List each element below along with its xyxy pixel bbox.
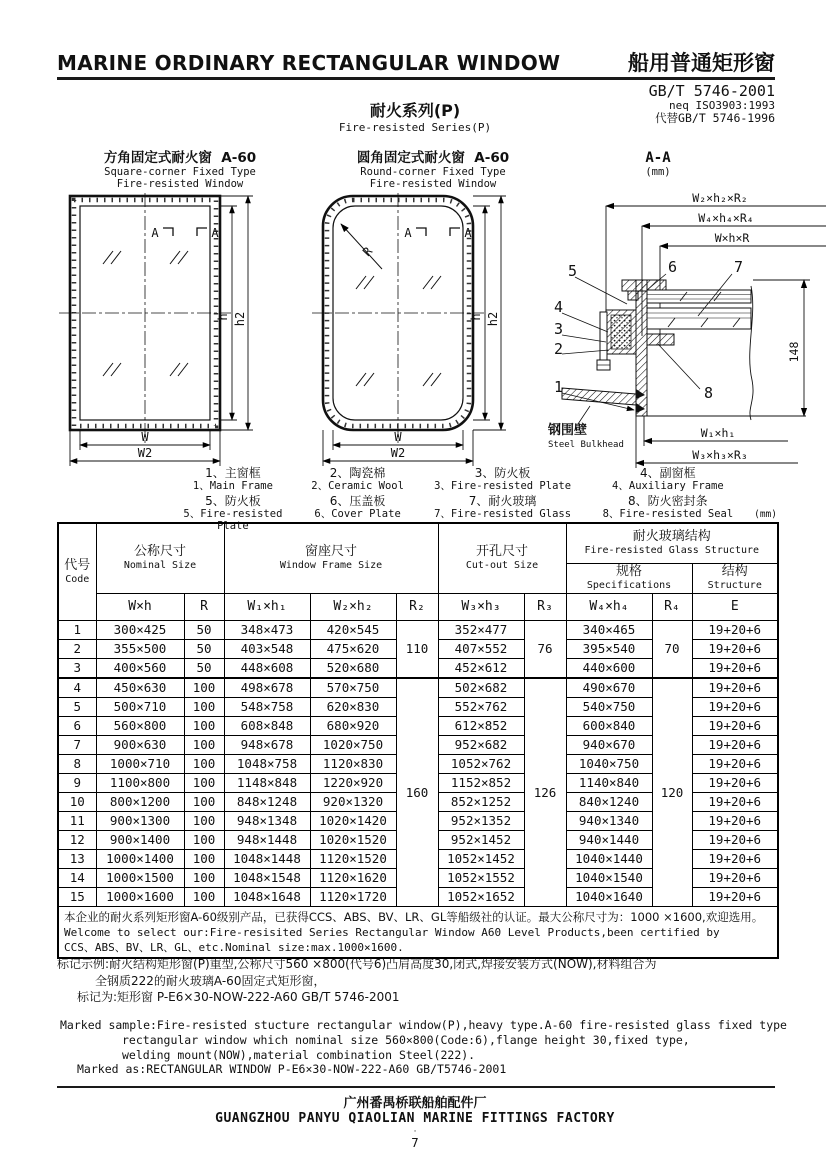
th-w3h3: W₃×h₃ bbox=[438, 593, 524, 620]
cell: 940×1340 bbox=[566, 811, 652, 830]
cell: 448×608 bbox=[224, 658, 310, 678]
cell: 9 bbox=[58, 773, 96, 792]
cell: 19+20+6 bbox=[692, 811, 778, 830]
cell: 19+20+6 bbox=[692, 887, 778, 906]
cell: 1040×1640 bbox=[566, 887, 652, 906]
cell: 120 bbox=[652, 678, 692, 907]
cell: 160 bbox=[396, 678, 438, 907]
cell: 19+20+6 bbox=[692, 773, 778, 792]
callout-5: 5 bbox=[568, 262, 578, 280]
spec-table-body bbox=[58, 620, 778, 958]
cell: 1048×1548 bbox=[224, 868, 310, 887]
cell: 900×630 bbox=[96, 735, 184, 754]
steel-bulkhead-part bbox=[562, 388, 636, 405]
ceramic-wool-part bbox=[611, 315, 631, 349]
cell: 1020×1420 bbox=[310, 811, 396, 830]
th-nominal: 公称尺寸 Nominal Size bbox=[96, 523, 224, 593]
dim-w-label: W bbox=[394, 430, 402, 444]
round-window-diagram bbox=[308, 146, 558, 471]
dim-w-label: W bbox=[141, 430, 149, 444]
dim-h2-label: h2 bbox=[233, 311, 247, 327]
cell: 452×612 bbox=[438, 658, 524, 678]
company-name-en: GUANGZHOU PANYU QIAOLIAN MARINE FITTINGS FACTORY bbox=[215, 1111, 615, 1126]
cell: 19+20+6 bbox=[692, 868, 778, 887]
cell: 1040×750 bbox=[566, 754, 652, 773]
cell: 560×800 bbox=[96, 716, 184, 735]
th-w4h4: W₄×h₄ bbox=[566, 593, 652, 620]
cell: 14 bbox=[58, 868, 96, 887]
cell: 1052×762 bbox=[438, 754, 524, 773]
cell: 612×852 bbox=[438, 716, 524, 735]
cell: 620×830 bbox=[310, 697, 396, 716]
page-header bbox=[57, 47, 775, 77]
legend-item-7: 7、耐火玻璃 7、Fire-resisted Glass bbox=[434, 494, 572, 520]
round-window-drawing bbox=[308, 193, 558, 471]
cell: 1048×758 bbox=[224, 754, 310, 773]
cell: 6 bbox=[58, 716, 96, 735]
glass-mark-icon bbox=[356, 276, 441, 386]
callout-6: 6 bbox=[668, 258, 678, 276]
cell: 100 bbox=[184, 697, 224, 716]
table-unit: (mm) bbox=[754, 509, 777, 520]
cell: 352×477 bbox=[438, 620, 524, 639]
cell: 19+20+6 bbox=[692, 639, 778, 658]
cell: 900×1300 bbox=[96, 811, 184, 830]
cell: 10 bbox=[58, 792, 96, 811]
th-structure: 结构 Structure bbox=[692, 563, 778, 593]
cell: 952×682 bbox=[438, 735, 524, 754]
legend-item-8: 8、防火密封条 8、Fire-resisted Seal bbox=[602, 494, 734, 520]
radius-label: R bbox=[359, 244, 376, 260]
square-window-title-en2: Fire-resisted Window bbox=[116, 178, 244, 190]
dim-w1h1-label: W₁×h₁ bbox=[700, 426, 736, 440]
cell: 1148×848 bbox=[224, 773, 310, 792]
marked-en-line2: rectangular window which nominal size 560×800(Code:6),flange height 30,fixed type, bbox=[122, 1032, 690, 1047]
th-code: 代号 Code bbox=[58, 523, 96, 620]
section-drawing bbox=[548, 184, 830, 474]
cell: 110 bbox=[396, 620, 438, 678]
square-window-drawing bbox=[55, 193, 305, 471]
legend-item-5: 5、防火板 5、Fire-resisted Plate bbox=[183, 494, 283, 532]
cell: 952×1352 bbox=[438, 811, 524, 830]
cell: 19+20+6 bbox=[692, 754, 778, 773]
cell: 450×630 bbox=[96, 678, 184, 698]
standard-number: GB/T 5746-2001 bbox=[648, 82, 775, 100]
cell: 840×1240 bbox=[566, 792, 652, 811]
cell: 800×1200 bbox=[96, 792, 184, 811]
table-note-row bbox=[58, 906, 778, 958]
th-glass: 耐火玻璃结构 Fire-resisted Glass Structure bbox=[566, 523, 778, 563]
cell: 1040×1540 bbox=[566, 868, 652, 887]
cell: 100 bbox=[184, 716, 224, 735]
cell: 76 bbox=[524, 620, 566, 678]
cell: 500×710 bbox=[96, 697, 184, 716]
cell: 1120×1520 bbox=[310, 849, 396, 868]
page-title-en: MARINE ORDINARY RECTANGULAR WINDOW bbox=[57, 51, 561, 75]
cell: 407×552 bbox=[438, 639, 524, 658]
cell: 100 bbox=[184, 849, 224, 868]
cell: 1000×710 bbox=[96, 754, 184, 773]
cell: 19+20+6 bbox=[692, 735, 778, 754]
glass-part bbox=[647, 290, 751, 329]
cell: 1020×1520 bbox=[310, 830, 396, 849]
section-cut-label-a-left: A bbox=[151, 226, 159, 240]
th-r4: R₄ bbox=[652, 593, 692, 620]
legend-item-6: 6、压盖板 6、Cover Plate bbox=[314, 494, 401, 520]
cell: 15 bbox=[58, 887, 96, 906]
section-cut-label-a-left: A bbox=[404, 226, 412, 240]
round-window-title-en2: Fire-resisted Window bbox=[369, 178, 497, 190]
dim-148-label: 148 bbox=[787, 341, 801, 363]
cell: 498×678 bbox=[224, 678, 310, 698]
dim-h-label: h bbox=[216, 313, 230, 321]
round-window-title-cn: 圆角固定式耐火窗 A-60 bbox=[356, 150, 510, 166]
seal-part bbox=[647, 334, 674, 345]
callout-2: 2 bbox=[554, 340, 564, 358]
cell: 4 bbox=[58, 678, 96, 698]
th-spec: 规格 Specifications bbox=[566, 563, 692, 593]
legend-item-4: 4、副窗框 4、Auxiliary Frame bbox=[612, 466, 724, 492]
cell: 348×473 bbox=[224, 620, 310, 639]
series-title-cn: 耐火系列(P) bbox=[369, 101, 461, 120]
cell: 19+20+6 bbox=[692, 716, 778, 735]
cell: 300×425 bbox=[96, 620, 184, 639]
section-unit: (mm) bbox=[645, 166, 671, 178]
th-w1h1: W₁×h₁ bbox=[224, 593, 310, 620]
bulkhead-label-en: Steel Bulkhead bbox=[548, 440, 624, 450]
company-name-cn: 广州番禺桥联船舶配件厂 bbox=[343, 1096, 487, 1111]
cell: 1020×750 bbox=[310, 735, 396, 754]
dim-w2-label: W2 bbox=[390, 446, 406, 460]
cell: 100 bbox=[184, 773, 224, 792]
cell: 19+20+6 bbox=[692, 830, 778, 849]
table-row bbox=[58, 678, 778, 698]
cell: 608×848 bbox=[224, 716, 310, 735]
dim-h2-label: h2 bbox=[486, 311, 500, 327]
marked-cn-line3: 标记为:矩形窗 P-E6×30-NOW-222-A60 GB/T 5746-2001 bbox=[77, 990, 400, 1004]
cell: 100 bbox=[184, 754, 224, 773]
cell: 940×1440 bbox=[566, 830, 652, 849]
cell: 100 bbox=[184, 792, 224, 811]
cell: 552×762 bbox=[438, 697, 524, 716]
marked-sample-cn bbox=[57, 956, 797, 1006]
cell: 126 bbox=[524, 678, 566, 907]
section-title-aa: A-A bbox=[645, 150, 671, 166]
cell: 852×1252 bbox=[438, 792, 524, 811]
cell: 50 bbox=[184, 658, 224, 678]
cell: 1140×840 bbox=[566, 773, 652, 792]
cell: 1120×1620 bbox=[310, 868, 396, 887]
cell: 395×540 bbox=[566, 639, 652, 658]
cell: 420×545 bbox=[310, 620, 396, 639]
callout-4: 4 bbox=[554, 298, 564, 316]
marked-en-line1: Marked sample:Fire-resisted stucture rectangular window(P),heavy type.A-60 fire-resisted glass fixed type bbox=[60, 1018, 787, 1032]
cell: 3 bbox=[58, 658, 96, 678]
cell: 900×1400 bbox=[96, 830, 184, 849]
cell: 70 bbox=[652, 620, 692, 678]
cell: 19+20+6 bbox=[692, 678, 778, 698]
cell: 100 bbox=[184, 887, 224, 906]
dim-w2h2r2-label: W₂×h₂×R₂ bbox=[692, 191, 748, 205]
cell: 540×750 bbox=[566, 697, 652, 716]
standard-replaces: 代替GB/T 5746-1996 bbox=[655, 111, 775, 126]
callout-1: 1 bbox=[554, 378, 564, 396]
cell: 1120×1720 bbox=[310, 887, 396, 906]
cell: 1120×830 bbox=[310, 754, 396, 773]
cell: 1048×1448 bbox=[224, 849, 310, 868]
legend-item-1: 1、主窗框 1、Main Frame bbox=[192, 466, 273, 492]
th-wh: W×h bbox=[96, 593, 184, 620]
cell: 19+20+6 bbox=[692, 792, 778, 811]
cell: 1052×1652 bbox=[438, 887, 524, 906]
cell: 1000×1400 bbox=[96, 849, 184, 868]
marked-cn-line2: 全钢质222的耐火玻璃A-60固定式矩形窗， bbox=[95, 973, 326, 988]
cell: 50 bbox=[184, 639, 224, 658]
page-footer bbox=[0, 1092, 830, 1150]
cell: 100 bbox=[184, 735, 224, 754]
cell: 548×758 bbox=[224, 697, 310, 716]
th-e: E bbox=[692, 593, 778, 620]
cell: 1040×1440 bbox=[566, 849, 652, 868]
cell: 19+20+6 bbox=[692, 849, 778, 868]
cell: 502×682 bbox=[438, 678, 524, 698]
cell: 400×560 bbox=[96, 658, 184, 678]
cell: 100 bbox=[184, 868, 224, 887]
cell: 1000×1500 bbox=[96, 868, 184, 887]
cell: 920×1320 bbox=[310, 792, 396, 811]
dim-w4h4r4-label: W₄×h₄×R₄ bbox=[698, 211, 754, 225]
square-window-title-en1: Square-corner Fixed Type bbox=[104, 166, 256, 178]
cell: 948×1348 bbox=[224, 811, 310, 830]
cell: 848×1248 bbox=[224, 792, 310, 811]
dim-whr-label: W×h×R bbox=[714, 231, 750, 245]
table-note bbox=[58, 906, 778, 958]
cell: 11 bbox=[58, 811, 96, 830]
round-window-title-en1: Round-corner Fixed Type bbox=[360, 166, 506, 178]
marked-cn-line1: 标记示例:耐火结构矩形窗(P)重型,公称尺寸560 ×800(代号6)凸肩高度30,闭式,焊接安装方式(NOW),材料组合为 bbox=[57, 957, 657, 971]
cell: 12 bbox=[58, 830, 96, 849]
th-cutout: 开孔尺寸 Cut-out Size bbox=[438, 523, 566, 593]
cell: 1100×800 bbox=[96, 773, 184, 792]
cell: 520×680 bbox=[310, 658, 396, 678]
glass-mark-icon bbox=[103, 251, 188, 376]
dim-w2-label: W2 bbox=[137, 446, 153, 460]
dim-h-label: h bbox=[469, 313, 483, 321]
cell: 948×678 bbox=[224, 735, 310, 754]
th-w2h2: W₂×h₂ bbox=[310, 593, 396, 620]
callout-3: 3 bbox=[554, 320, 564, 338]
section-view-title bbox=[548, 150, 768, 178]
cell: 13 bbox=[58, 849, 96, 868]
th-frame: 窗座尺寸 Window Frame Size bbox=[224, 523, 438, 593]
page-title-cn: 船用普通矩形窗 bbox=[628, 51, 775, 75]
cell: 1052×1452 bbox=[438, 849, 524, 868]
cell: 475×620 bbox=[310, 639, 396, 658]
cell: 440×600 bbox=[566, 658, 652, 678]
cell: 570×750 bbox=[310, 678, 396, 698]
cell: 19+20+6 bbox=[692, 697, 778, 716]
cell: 355×500 bbox=[96, 639, 184, 658]
cell: 100 bbox=[184, 830, 224, 849]
callout-8: 8 bbox=[704, 384, 714, 402]
marked-en-line3: welding mount(NOW),material combination Steel(222). bbox=[122, 1047, 476, 1062]
cell: 1220×920 bbox=[310, 773, 396, 792]
cell: 7 bbox=[58, 735, 96, 754]
marked-sample-en bbox=[57, 1018, 797, 1077]
section-cut-label-a-right: A bbox=[464, 226, 472, 240]
header-rule bbox=[57, 77, 775, 80]
spec-table bbox=[57, 522, 779, 959]
table-row bbox=[58, 620, 778, 639]
cell: 100 bbox=[184, 811, 224, 830]
cell: 5 bbox=[58, 697, 96, 716]
cell: 1052×1552 bbox=[438, 868, 524, 887]
cell: 403×548 bbox=[224, 639, 310, 658]
section-cut-label-a-right: A bbox=[211, 226, 219, 240]
cell: 600×840 bbox=[566, 716, 652, 735]
cell: 1048×1648 bbox=[224, 887, 310, 906]
cell: 19+20+6 bbox=[692, 658, 778, 678]
standard-neq: neq ISO3903:1993 bbox=[669, 98, 775, 112]
legend-item-3: 3、防火板 3、Fire-resisted Plate bbox=[434, 466, 572, 492]
dim-w3h3r3-label: W₃×h₃×R₃ bbox=[692, 448, 748, 462]
table-note-line: Welcome to select our:Fire-resisited Series Rectangular Window A60 Level Products,been certified by bbox=[64, 925, 720, 939]
cell: 1000×1600 bbox=[96, 887, 184, 906]
cell: 1 bbox=[58, 620, 96, 639]
footer-rule bbox=[57, 1086, 775, 1088]
series-title-en: Fire-resisted Series(P) bbox=[338, 121, 492, 134]
marked-en-line4: Marked as:RECTANGULAR WINDOW P-E6×30-NOW-222-A60 GB/T5746-2001 bbox=[77, 1062, 507, 1077]
legend-item-2: 2、陶瓷棉 2、Ceramic Wool bbox=[311, 466, 404, 492]
page-number: 7 bbox=[411, 1136, 419, 1150]
table-note-line: 本企业的耐火系列矩形窗A-60级别产品，已获得CCS、ABS、BV、LR、GL等船级社的认证。最大公称尺寸为：1000 ×1600,欢迎选用。 bbox=[64, 909, 764, 924]
square-window-diagram bbox=[55, 146, 305, 471]
cell: 100 bbox=[184, 678, 224, 698]
th-r3: R₃ bbox=[524, 593, 566, 620]
cell: 1152×852 bbox=[438, 773, 524, 792]
cell: 2 bbox=[58, 639, 96, 658]
page-dot: · bbox=[413, 1127, 417, 1137]
cell: 948×1448 bbox=[224, 830, 310, 849]
cell: 50 bbox=[184, 620, 224, 639]
callout-7: 7 bbox=[734, 258, 744, 276]
table-note-line: CCS、ABS、BV、LR、GL、etc.Nominal size:max.1000×1600. bbox=[64, 940, 404, 954]
cell: 680×920 bbox=[310, 716, 396, 735]
cell: 490×670 bbox=[566, 678, 652, 698]
cell: 940×670 bbox=[566, 735, 652, 754]
series-title bbox=[0, 98, 830, 134]
th-r2: R₂ bbox=[396, 593, 438, 620]
square-window-title-cn: 方角固定式耐火窗 A-60 bbox=[103, 150, 257, 166]
cell: 19+20+6 bbox=[692, 620, 778, 639]
bulkhead-label-cn: 钢围壁 bbox=[548, 423, 588, 438]
cell: 340×465 bbox=[566, 620, 652, 639]
cell: 952×1452 bbox=[438, 830, 524, 849]
cell: 8 bbox=[58, 754, 96, 773]
th-r: R bbox=[184, 593, 224, 620]
spec-table-wrap bbox=[57, 522, 779, 959]
